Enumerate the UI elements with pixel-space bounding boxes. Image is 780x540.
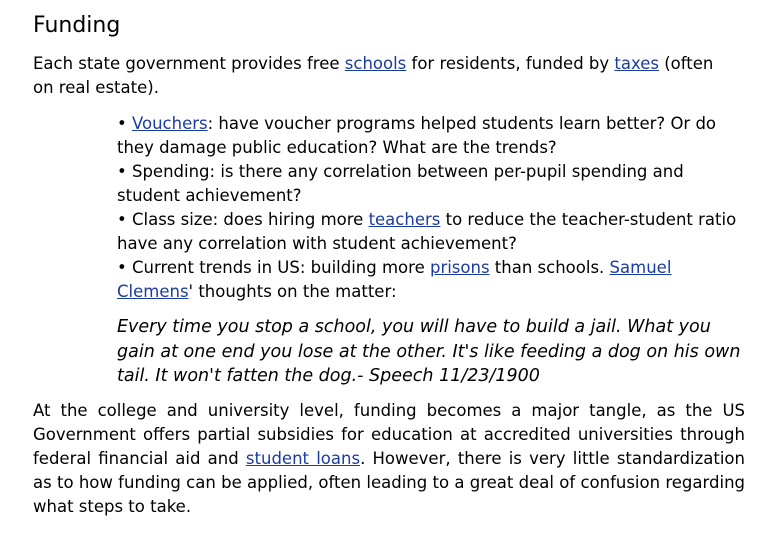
bullet-class-size (117, 208, 742, 256)
bullet-class-size-text-2: to reduce the teacher-student ratio have any correlation with student achievement? (117, 210, 737, 253)
samuel-clemens-link[interactable]: Samuel Clemens (117, 258, 672, 301)
intro-text-3: (often on real estate). (33, 54, 714, 97)
page-title: Funding (33, 13, 121, 38)
clemens-quote: Every time you stop a school, you will have to build a jail. What you gain at one end you lose at the other. It's like feeding a dog on his own tail. It won't fatten the dog.- Speech 11/23/1900 (117, 317, 741, 386)
bullet-class-size-text-1: • Class size: does hiring more (117, 210, 369, 229)
bullet-list (117, 112, 742, 304)
bullet-trends-text-3: ' thoughts on the matter: (188, 282, 397, 301)
bullet-spending (117, 160, 742, 208)
bullet-trends-text-2: than schools. (489, 258, 610, 277)
schools-link[interactable]: schools (344, 54, 407, 73)
closing-text-2: . However, there is very little standardization as to how funding can be applied, often leading to a great deal of confusion regarding what steps to take. (33, 449, 745, 516)
teachers-link[interactable]: teachers (368, 210, 441, 229)
vouchers-link[interactable]: Vouchers (131, 114, 208, 133)
student-loans-link[interactable]: student loans (245, 449, 361, 468)
bullet-marker: • (117, 114, 132, 133)
closing-paragraph (33, 399, 745, 519)
intro-text-1: Each state government provides free (33, 54, 345, 73)
bullet-trends (117, 256, 742, 304)
bullet-vouchers-text: : have voucher programs helped students learn better? Or do they damage public education? What are the trends? (117, 114, 717, 157)
prisons-link[interactable]: prisons (429, 258, 490, 277)
intro-text-2: for residents, funded by (406, 54, 615, 73)
bullet-spending-text: • Spending: is there any correlation between per-pupil spending and student achievement? (117, 162, 684, 205)
bullet-trends-text-1: • Current trends in US: building more (117, 258, 430, 277)
closing-text-1: At the college and university level, funding becomes a major tangle, as the US Government offers partial subsidies for education at accredited universities through federal financial aid and (33, 401, 745, 468)
bullet-vouchers (117, 112, 742, 160)
intro-paragraph (33, 52, 733, 100)
taxes-link[interactable]: taxes (614, 54, 659, 73)
